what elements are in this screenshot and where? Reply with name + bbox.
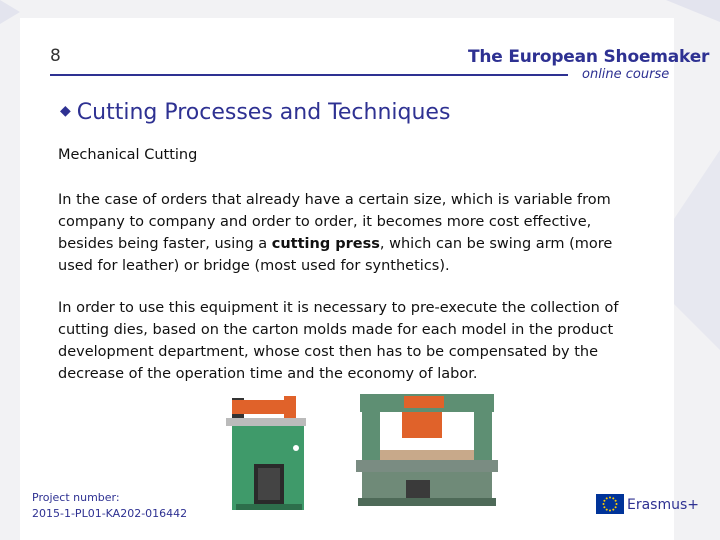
corner-decoration-top-left	[0, 0, 20, 24]
project-number: 2015-1-PL01-KA202-016442	[32, 507, 188, 520]
corner-decoration-top-right	[666, 0, 720, 22]
paragraph-2: In order to use this equipment it is necessary to pre-execute the collection of cutting dies, based on the carton molds made for each model in the product development department, whose cost then has to be compensated by the decrease of the operation time and the economy of labor.	[58, 300, 619, 382]
brand-title: The European Shoemaker	[468, 47, 710, 67]
erasmus-logo	[596, 494, 700, 518]
slide-title	[60, 100, 450, 125]
brand-subtitle: online course	[582, 67, 670, 82]
swing-arm-press-image	[196, 388, 318, 512]
eu-flag-icon	[596, 494, 624, 514]
paragraph-1	[58, 189, 633, 277]
page-number: 8	[50, 46, 61, 66]
subtitle: Mechanical Cutting	[58, 147, 198, 163]
project-label: Project number:	[32, 491, 120, 504]
header-rule	[50, 74, 568, 76]
paragraph-1-part2: , which can be swing arm (more used for leather) or bridge (most used for synthetics).	[58, 236, 613, 274]
slide	[20, 18, 674, 540]
erasmus-label: Erasmus+	[627, 497, 700, 513]
paragraph-1-part1: In the case of orders that already have a certain size, which is variable from company to company and order to order, it becomes more cost effective, besides being faster, using a	[58, 192, 611, 252]
diamond-bullet-icon: ◆	[60, 103, 71, 119]
paragraph-1-bold: cutting press	[271, 236, 380, 252]
bridge-press-image	[352, 390, 502, 510]
slide-title-text: Cutting Processes and Techniques	[76, 100, 451, 125]
